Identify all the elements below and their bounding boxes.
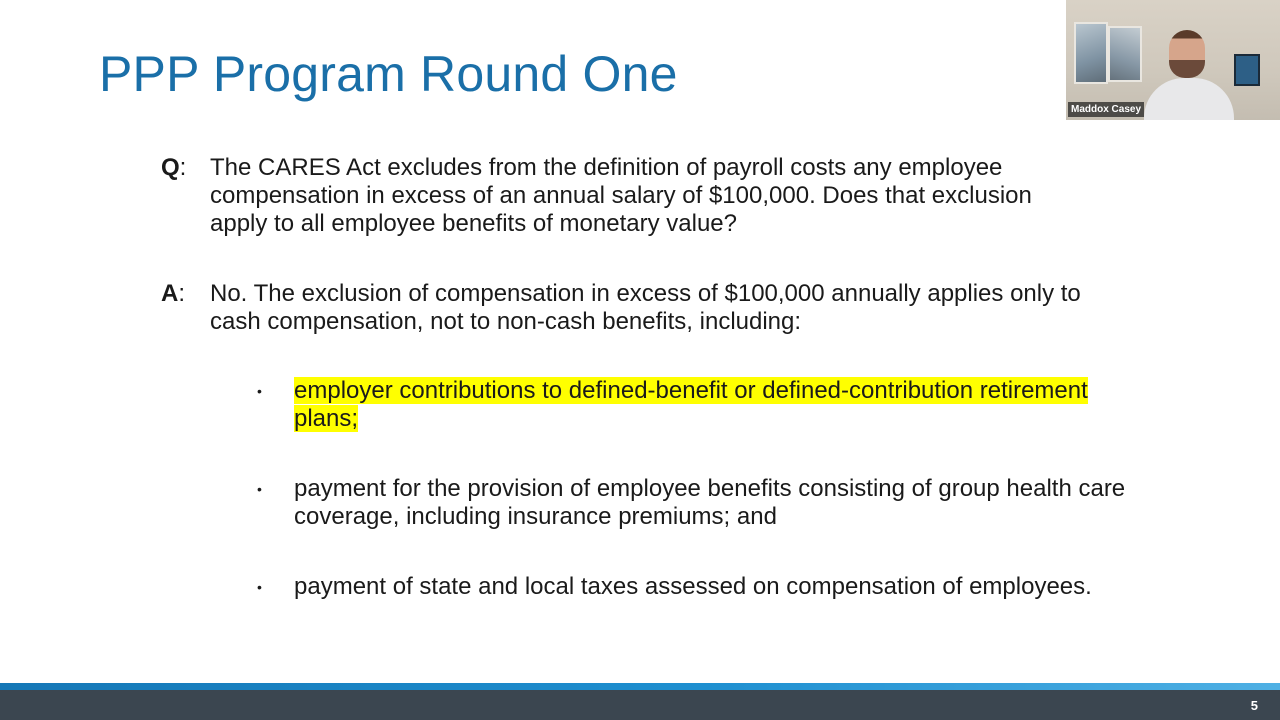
bullet-text-highlighted: employer contributions to defined-benefit or defined-contribution retirement plans; xyxy=(294,377,1088,432)
bullet-item-state-local-taxes xyxy=(257,573,1182,601)
bullet-dot-icon: • xyxy=(257,481,262,497)
bullet-text: payment of state and local taxes assessed on compensation of employees. xyxy=(294,573,1092,600)
participant-name-label: Maddox Casey xyxy=(1068,102,1144,117)
bullet-item-health-coverage xyxy=(257,475,1182,531)
bullet-text: payment for the provision of employee benefits consisting of group health care coverage, including insurance premiums; and xyxy=(294,475,1126,530)
slide-footer-stripe xyxy=(0,683,1280,690)
participant-video-figure xyxy=(1144,78,1234,120)
question-text: The CARES Act excludes from the definition of payroll costs any employee compensation in excess of an annual salary of $100,000. Does that exclusion apply to all employee benefits of monetary value? xyxy=(210,154,1032,237)
page-number: 5 xyxy=(1250,698,1258,713)
wall-art-icon xyxy=(1074,22,1108,84)
bullet-item-retirement-contributions xyxy=(257,377,1092,433)
bullet-dot-icon: • xyxy=(257,579,262,595)
webcam-tile[interactable] xyxy=(1066,0,1280,120)
answer-block xyxy=(161,280,1091,336)
bullet-dot-icon: • xyxy=(257,383,262,399)
wall-art-icon xyxy=(1234,54,1260,86)
slide-title: PPP Program Round One xyxy=(99,46,678,102)
answer-marker: A: xyxy=(161,280,186,307)
answer-text: No. The exclusion of compensation in excess of $100,000 annually applies only to cash compensation, not to non-cash benefits, including: xyxy=(210,280,1081,335)
participant-head xyxy=(1169,30,1205,78)
wall-art-icon xyxy=(1108,26,1142,82)
question-block xyxy=(161,154,1091,238)
question-marker: Q: xyxy=(161,154,187,181)
